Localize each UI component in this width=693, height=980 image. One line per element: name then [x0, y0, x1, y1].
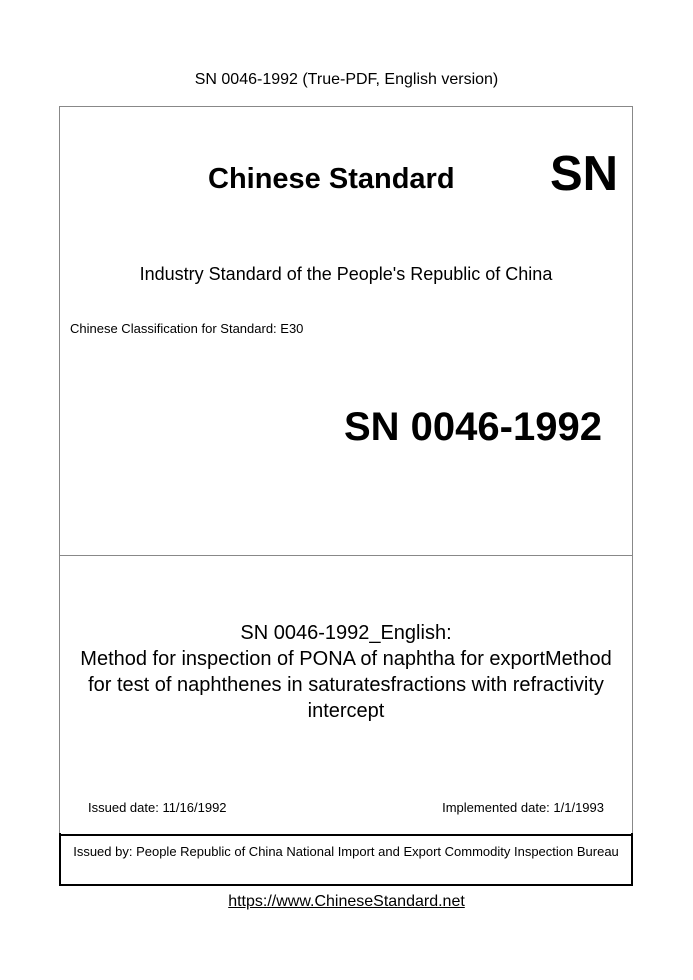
- page-header: SN 0046-1992 (True-PDF, English version): [194, 71, 499, 88]
- document-title-line: for test of naphthenes in saturatesfractions with refractivity: [88, 674, 604, 696]
- document-title-line: Method for inspection of PONA of naphtha for exportMethod: [80, 648, 612, 670]
- issuer-box-border: [59, 833, 633, 886]
- cover-top-panel: [60, 107, 632, 556]
- classification-line: Chinese Classification for Standard: E30: [70, 321, 304, 336]
- standard-number: SN 0046-1992: [344, 405, 602, 449]
- document-title-line: SN 0046-1992_English:: [240, 622, 452, 644]
- standard-code-mark: SN: [550, 147, 619, 201]
- issuer-box: Issued by: People Republic of China National Import and Export Commodity Inspection Bureau: [60, 834, 632, 885]
- cover-middle-panel: [60, 556, 632, 834]
- issuer-box-bottom-border: [59, 884, 633, 886]
- document-title-line: intercept: [307, 700, 385, 722]
- implemented-date: Implemented date: 1/1/1993: [442, 800, 604, 815]
- website-link[interactable]: https://www.ChineseStandard.net: [228, 893, 465, 910]
- cover-frame: [59, 106, 633, 886]
- cover-title: Chinese Standard: [208, 163, 455, 195]
- document-title: [60, 620, 632, 724]
- industry-standard-line: Industry Standard of the People's Republic of China: [139, 264, 553, 284]
- issued-date: Issued date: 11/16/1992: [88, 800, 227, 815]
